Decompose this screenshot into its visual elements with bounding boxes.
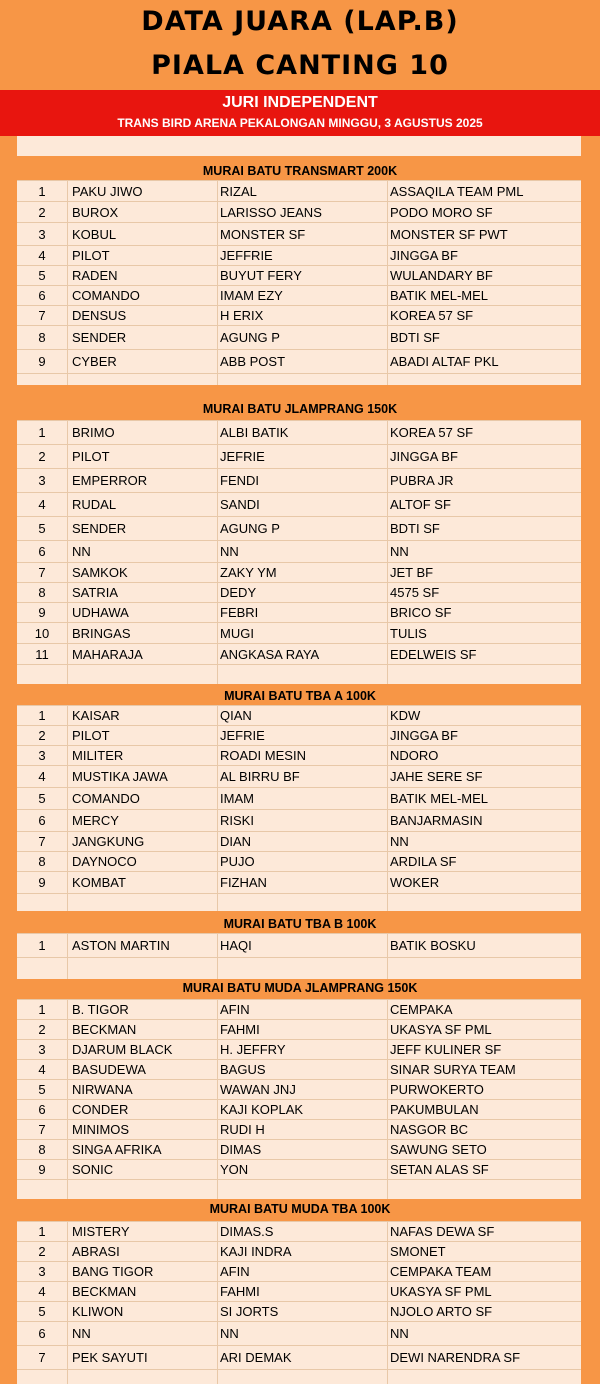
owner-cell: SANDI	[218, 493, 388, 516]
team-cell: JINGGA BF	[390, 248, 458, 263]
team-cell: ABADI ALTAF PKL	[390, 354, 499, 369]
owner-cell: DIMAS	[218, 1140, 388, 1159]
table-row	[17, 999, 581, 1019]
bird-name-cell: PEK SAYUTI	[68, 1346, 218, 1369]
owner-cell: RUDI H	[218, 1120, 388, 1139]
rank-cell: 3	[17, 223, 68, 245]
results-table	[17, 705, 581, 911]
bird-name-cell: ASTON MARTIN	[68, 934, 218, 957]
page-title: DATA JUARA (LAP.B)	[141, 6, 459, 37]
empty-cell	[68, 374, 218, 385]
team-cell: CEMPAKA TEAM	[390, 1264, 492, 1279]
owner-cell: JEFRIE	[218, 726, 388, 745]
team-cell: PAKUMBULAN	[390, 1102, 479, 1117]
owner-cell: IMAM	[218, 788, 388, 809]
table-row	[17, 1345, 581, 1369]
owner-cell: ANGKASA RAYA	[218, 644, 388, 664]
rank-cell: 3	[17, 1262, 68, 1281]
rank-cell: 10	[17, 623, 68, 643]
bird-name-cell: NIRWANA	[68, 1080, 218, 1099]
table-row	[17, 851, 581, 871]
rank-cell: 8	[17, 326, 68, 349]
team-cell: CEMPAKA	[390, 1002, 453, 1017]
owner-cell: ALBI BATIK	[218, 421, 388, 444]
table-row	[17, 285, 581, 305]
owner-cell: NN	[218, 1322, 388, 1345]
bird-name-cell: SENDER	[68, 517, 218, 540]
rank-cell: 4	[17, 493, 68, 516]
team-cell: NDORO	[390, 748, 439, 763]
rank-cell: 9	[17, 350, 68, 373]
bird-name-cell: KAISAR	[68, 706, 218, 725]
bird-name-cell: EMPERROR	[68, 469, 218, 492]
team-cell: SINAR SURYA TEAM	[390, 1062, 516, 1077]
table-row	[17, 933, 581, 957]
owner-cell: FIZHAN	[218, 872, 388, 893]
results-table	[17, 1221, 581, 1384]
bird-name-cell: MERCY	[68, 810, 218, 831]
bird-name-cell: MILITER	[68, 746, 218, 765]
results-table	[17, 933, 581, 979]
empty-cell	[17, 374, 68, 385]
bird-name-cell: B. TIGOR	[68, 1000, 218, 1019]
owner-cell: AL BIRRU BF	[218, 766, 388, 787]
owner-cell: JEFRIE	[218, 445, 388, 468]
team-cell: JAHE SERE SF	[390, 769, 483, 784]
rank-cell: 5	[17, 1080, 68, 1099]
bird-name-cell: BRIMO	[68, 421, 218, 444]
team-cell: JEFF KULINER SF	[390, 1042, 502, 1057]
empty-row	[17, 957, 581, 979]
team-cell: UKASYA SF PML	[390, 1022, 492, 1037]
table-row	[17, 516, 581, 540]
rank-cell: 1	[17, 706, 68, 725]
bird-name-cell: PILOT	[68, 246, 218, 265]
empty-cell	[218, 1370, 388, 1384]
rank-cell: 1	[17, 1000, 68, 1019]
owner-cell: WAWAN JNJ	[218, 1080, 388, 1099]
bird-name-cell: NN	[68, 1322, 218, 1345]
bird-name-cell: DAYNOCO	[68, 852, 218, 871]
section-title: MURAI BATU TBA B 100K	[0, 915, 600, 933]
empty-row	[17, 1179, 581, 1199]
owner-cell: ARI DEMAK	[218, 1346, 388, 1369]
team-cell: SETAN ALAS SF	[390, 1162, 489, 1177]
jury-banner	[0, 90, 600, 136]
table-row	[17, 1159, 581, 1179]
empty-cell	[17, 894, 68, 911]
empty-cell	[17, 1370, 68, 1384]
empty-cell	[68, 665, 218, 684]
table-row	[17, 265, 581, 285]
bird-name-cell: MUSTIKA JAWA	[68, 766, 218, 787]
table-row	[17, 1139, 581, 1159]
bird-name-cell: RUDAL	[68, 493, 218, 516]
rank-cell: 2	[17, 1242, 68, 1261]
bird-name-cell: MISTERY	[68, 1222, 218, 1241]
owner-cell: RISKI	[218, 810, 388, 831]
team-cell: UKASYA SF PML	[390, 1284, 492, 1299]
owner-cell: DEDY	[218, 583, 388, 602]
empty-row	[17, 893, 581, 911]
table-row	[17, 809, 581, 831]
bird-name-cell: UDHAWA	[68, 603, 218, 622]
rank-cell: 5	[17, 517, 68, 540]
rank-cell: 5	[17, 1302, 68, 1321]
owner-cell: AGUNG P	[218, 517, 388, 540]
empty-cell	[388, 665, 581, 684]
rank-cell: 2	[17, 1020, 68, 1039]
owner-cell: NN	[218, 541, 388, 562]
rank-cell: 6	[17, 1100, 68, 1119]
bird-name-cell: JANGKUNG	[68, 832, 218, 851]
rank-cell: 4	[17, 1282, 68, 1301]
section-title: MURAI BATU JLAMPRANG 150K	[0, 400, 600, 418]
team-cell: PODO MORO SF	[390, 204, 493, 220]
table-row	[17, 1039, 581, 1059]
owner-cell: SI JORTS	[218, 1302, 388, 1321]
empty-cell	[17, 958, 68, 979]
table-row	[17, 305, 581, 325]
owner-cell: H. JEFFRY	[218, 1040, 388, 1059]
table-row	[17, 831, 581, 851]
table-row	[17, 1059, 581, 1079]
owner-cell: FAHMI	[218, 1282, 388, 1301]
table-row	[17, 1321, 581, 1345]
owner-cell: ROADI MESIN	[218, 746, 388, 765]
empty-cell	[388, 894, 581, 911]
rank-cell: 1	[17, 934, 68, 957]
jury-label: JURI INDEPENDENT	[222, 94, 378, 111]
team-cell: WOKER	[390, 875, 440, 890]
owner-cell: HAQI	[218, 934, 388, 957]
empty-cell	[68, 958, 218, 979]
team-cell: KOREA 57 SF	[390, 425, 474, 440]
empty-cell	[388, 1370, 581, 1384]
rank-cell: 4	[17, 246, 68, 265]
rank-cell: 7	[17, 306, 68, 325]
empty-cell	[68, 1180, 218, 1199]
bird-name-cell: KOMBAT	[68, 872, 218, 893]
empty-cell	[68, 894, 218, 911]
table-row	[17, 325, 581, 349]
table-row	[17, 468, 581, 492]
team-cell: BRICO SF	[390, 605, 452, 620]
table-row	[17, 622, 581, 643]
table-row	[17, 871, 581, 893]
bird-name-cell: BECKMAN	[68, 1020, 218, 1039]
bird-name-cell: DJARUM BLACK	[68, 1040, 218, 1059]
bird-name-cell: MAHARAJA	[68, 644, 218, 664]
table-row	[17, 201, 581, 222]
owner-cell: FEBRI	[218, 603, 388, 622]
team-cell: NN	[390, 1326, 409, 1341]
bird-name-cell: BANG TIGOR	[68, 1262, 218, 1281]
owner-cell: IMAM EZY	[218, 286, 388, 305]
table-row	[17, 180, 581, 201]
bird-name-cell: NN	[68, 541, 218, 562]
rank-cell: 11	[17, 644, 68, 664]
rank-cell: 1	[17, 181, 68, 201]
owner-cell: ABB POST	[218, 350, 388, 373]
empty-row	[17, 373, 581, 385]
owner-cell: BUYUT FERY	[218, 266, 388, 285]
section-title: MURAI BATU TBA A 100K	[0, 687, 600, 705]
owner-cell: KAJI KOPLAK	[218, 1100, 388, 1119]
bird-name-cell: SINGA AFRIKA	[68, 1140, 218, 1159]
owner-cell: AGUNG P	[218, 326, 388, 349]
bird-name-cell: MINIMOS	[68, 1120, 218, 1139]
rank-cell: 6	[17, 286, 68, 305]
bird-name-cell: PAKU JIWO	[68, 181, 218, 201]
bird-name-cell: KLIWON	[68, 1302, 218, 1321]
empty-cell	[388, 374, 581, 385]
owner-cell: AFIN	[218, 1000, 388, 1019]
rank-cell: 9	[17, 872, 68, 893]
team-cell: TULIS	[390, 625, 427, 641]
table-row	[17, 349, 581, 373]
bird-name-cell: SATRIA	[68, 583, 218, 602]
table-row	[17, 725, 581, 745]
empty-cell	[218, 958, 388, 979]
rank-cell: 6	[17, 1322, 68, 1345]
rank-cell: 8	[17, 583, 68, 602]
header	[0, 0, 600, 90]
bird-name-cell: SENDER	[68, 326, 218, 349]
table-row	[17, 1099, 581, 1119]
team-cell: BANJARMASIN	[390, 813, 483, 828]
results-table	[17, 999, 581, 1199]
team-cell: ARDILA SF	[390, 854, 457, 869]
rank-cell: 6	[17, 541, 68, 562]
team-cell: WULANDARY BF	[390, 268, 493, 283]
owner-cell: YON	[218, 1160, 388, 1179]
rank-cell: 5	[17, 266, 68, 285]
table-row	[17, 765, 581, 787]
bird-name-cell: CONDER	[68, 1100, 218, 1119]
empty-cell	[218, 894, 388, 911]
owner-cell: MONSTER SF	[218, 223, 388, 245]
team-cell: JINGGA BF	[390, 728, 458, 743]
bird-name-cell: BRINGAS	[68, 623, 218, 643]
section-title: MURAI BATU MUDA JLAMPRANG 150K	[0, 979, 600, 997]
empty-row	[17, 1369, 581, 1384]
owner-cell: JEFFRIE	[218, 246, 388, 265]
bird-name-cell: RADEN	[68, 266, 218, 285]
empty-cell	[218, 1180, 388, 1199]
section-title: MURAI BATU TRANSMART 200K	[0, 162, 600, 180]
empty-cell	[17, 1180, 68, 1199]
table-row	[17, 420, 581, 444]
rank-cell: 2	[17, 726, 68, 745]
rank-cell: 2	[17, 445, 68, 468]
rank-cell: 9	[17, 1160, 68, 1179]
rank-cell: 9	[17, 603, 68, 622]
section-title: MURAI BATU MUDA TBA 100K	[0, 1200, 600, 1218]
table-row	[17, 1261, 581, 1281]
table-row	[17, 602, 581, 622]
team-cell: BATIK MEL-MEL	[390, 288, 489, 303]
rank-cell: 3	[17, 469, 68, 492]
table-row	[17, 1281, 581, 1301]
team-cell: KOREA 57 SF	[390, 308, 474, 323]
table-row	[17, 705, 581, 725]
team-cell: KDW	[390, 708, 421, 723]
table-row	[17, 1221, 581, 1241]
table-row	[17, 222, 581, 245]
rank-cell: 7	[17, 1120, 68, 1139]
rank-cell: 1	[17, 1222, 68, 1241]
rank-cell: 8	[17, 1140, 68, 1159]
table-row	[17, 643, 581, 664]
team-cell: NN	[390, 834, 409, 849]
bird-name-cell: SONIC	[68, 1160, 218, 1179]
bird-name-cell: BASUDEWA	[68, 1060, 218, 1079]
bird-name-cell: BUROX	[68, 202, 218, 222]
team-cell: SAWUNG SETO	[390, 1142, 487, 1157]
team-cell: JINGGA BF	[390, 449, 458, 464]
owner-cell: FAHMI	[218, 1020, 388, 1039]
table-row	[17, 1079, 581, 1099]
table-row	[17, 1119, 581, 1139]
empty-row	[17, 664, 581, 684]
bird-name-cell: PILOT	[68, 726, 218, 745]
venue-date: TRANS BIRD ARENA PEKALONGAN MINGGU, 3 AGUSTUS 2025	[117, 116, 483, 130]
rank-cell: 7	[17, 563, 68, 582]
event-title: PIALA CANTING 10	[151, 50, 449, 81]
owner-cell: AFIN	[218, 1262, 388, 1281]
results-table	[17, 420, 581, 684]
empty-cell	[218, 374, 388, 385]
owner-cell: MUGI	[218, 623, 388, 643]
empty-cell	[388, 958, 581, 979]
owner-cell: RIZAL	[218, 181, 388, 201]
blank-strip	[17, 136, 581, 156]
team-cell: MONSTER SF PWT	[390, 226, 508, 242]
owner-cell: QIAN	[218, 706, 388, 725]
team-cell: BDTI SF	[390, 521, 440, 536]
bird-name-cell: PILOT	[68, 445, 218, 468]
table-row	[17, 745, 581, 765]
bird-name-cell: ABRASI	[68, 1242, 218, 1261]
bird-name-cell: BECKMAN	[68, 1282, 218, 1301]
empty-cell	[218, 665, 388, 684]
team-cell: SMONET	[390, 1244, 446, 1259]
owner-cell: H ERIX	[218, 306, 388, 325]
empty-cell	[388, 1180, 581, 1199]
table-row	[17, 787, 581, 809]
team-cell: PUBRA JR	[390, 473, 454, 488]
team-cell: NN	[390, 544, 409, 559]
bird-name-cell: CYBER	[68, 350, 218, 373]
table-row	[17, 444, 581, 468]
owner-cell: DIAN	[218, 832, 388, 851]
bird-name-cell: COMANDO	[68, 788, 218, 809]
team-cell: PURWOKERTO	[390, 1082, 484, 1097]
owner-cell: BAGUS	[218, 1060, 388, 1079]
rank-cell: 4	[17, 766, 68, 787]
team-cell: JET BF	[390, 565, 434, 580]
team-cell: 4575 SF	[390, 585, 440, 600]
rank-cell: 8	[17, 852, 68, 871]
table-row	[17, 562, 581, 582]
team-cell: NASGOR BC	[390, 1122, 469, 1137]
rank-cell: 2	[17, 202, 68, 222]
empty-cell	[68, 1370, 218, 1384]
owner-cell: KAJI INDRA	[218, 1242, 388, 1261]
rank-cell: 4	[17, 1060, 68, 1079]
rank-cell: 7	[17, 832, 68, 851]
table-row	[17, 582, 581, 602]
team-cell: ALTOF SF	[390, 497, 451, 512]
bird-name-cell: DENSUS	[68, 306, 218, 325]
table-row	[17, 492, 581, 516]
owner-cell: FENDI	[218, 469, 388, 492]
rank-cell: 3	[17, 1040, 68, 1059]
team-cell: NJOLO ARTO SF	[390, 1304, 493, 1319]
table-row	[17, 540, 581, 562]
bird-name-cell: COMANDO	[68, 286, 218, 305]
rank-cell: 5	[17, 788, 68, 809]
team-cell: BDTI SF	[390, 330, 440, 345]
empty-cell	[17, 665, 68, 684]
owner-cell: PUJO	[218, 852, 388, 871]
owner-cell: ZAKY YM	[218, 563, 388, 582]
owner-cell: DIMAS.S	[218, 1222, 388, 1241]
rank-cell: 6	[17, 810, 68, 831]
team-cell: ASSAQILA TEAM PML	[390, 183, 524, 199]
rank-cell: 7	[17, 1346, 68, 1369]
bird-name-cell: KOBUL	[68, 223, 218, 245]
table-row	[17, 1301, 581, 1321]
table-row	[17, 1241, 581, 1261]
results-table	[17, 180, 581, 385]
table-row	[17, 1019, 581, 1039]
team-cell: EDELWEIS SF	[390, 646, 477, 662]
team-cell: BATIK MEL-MEL	[390, 791, 489, 806]
team-cell: BATIK BOSKU	[390, 938, 476, 953]
rank-cell: 1	[17, 421, 68, 444]
owner-cell: LARISSO JEANS	[218, 202, 388, 222]
table-row	[17, 245, 581, 265]
rank-cell: 3	[17, 746, 68, 765]
bird-name-cell: SAMKOK	[68, 563, 218, 582]
team-cell: NAFAS DEWA SF	[390, 1224, 495, 1239]
team-cell: DEWI NARENDRA SF	[390, 1350, 521, 1365]
